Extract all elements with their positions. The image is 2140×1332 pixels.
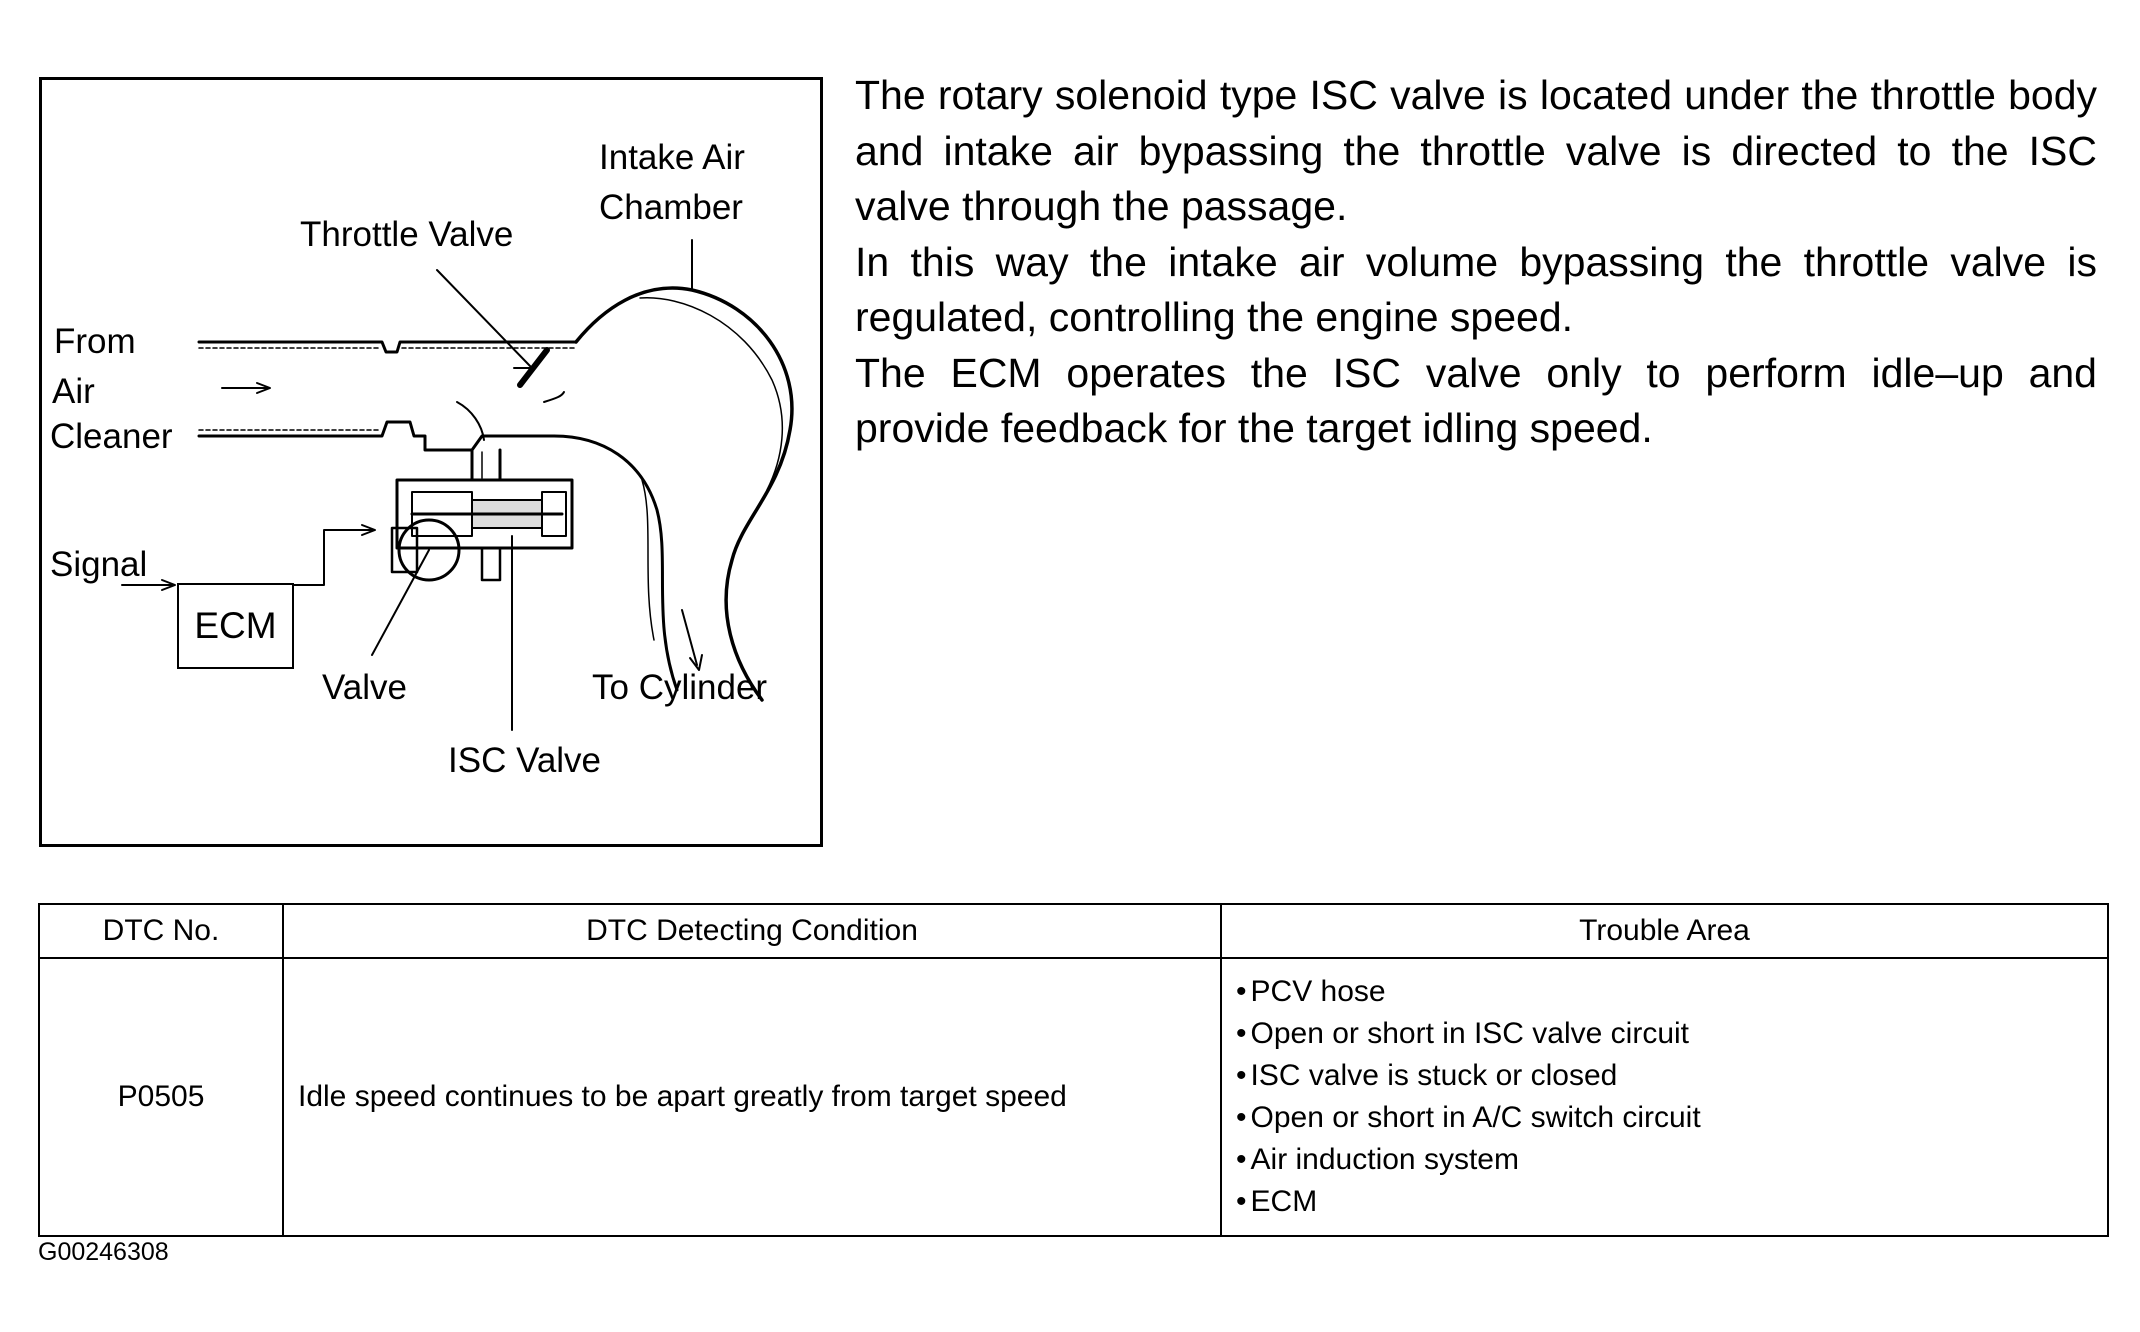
valve-leader bbox=[372, 550, 429, 655]
label-isc-valve: ISC Valve bbox=[448, 741, 602, 780]
list-item: • Open or short in A/C switch circuit bbox=[1236, 1097, 2093, 1139]
list-item: • PCV hose bbox=[1236, 971, 2093, 1013]
runner-to-cylinder bbox=[554, 436, 677, 690]
isc-system-diagram bbox=[39, 77, 823, 847]
list-item: • Air induction system bbox=[1236, 1139, 2093, 1181]
trouble-area-list bbox=[1236, 971, 2093, 1223]
trouble-area-cell bbox=[1221, 958, 2108, 1236]
dtc-table-header-row bbox=[39, 904, 2108, 958]
label-valve: Valve bbox=[322, 668, 407, 707]
header-dtc-no: DTC No. bbox=[39, 904, 283, 958]
description-text bbox=[855, 68, 2097, 457]
dtc-code: P0505 bbox=[39, 958, 283, 1236]
list-item: • ECM bbox=[1236, 1181, 2093, 1223]
label-throttle-valve: Throttle Valve bbox=[300, 215, 514, 254]
dtc-condition: Idle speed continues to be apart greatly from target speed bbox=[283, 958, 1221, 1236]
intake-pipe-lower-wall bbox=[199, 422, 554, 450]
label-to-cylinder: To Cylinder bbox=[592, 668, 768, 707]
list-item: • ISC valve is stuck or closed bbox=[1236, 1055, 2093, 1097]
ecm-box: ECM bbox=[177, 583, 294, 669]
throttle-leader bbox=[437, 270, 530, 366]
description-paragraph: The ECM operates the ISC valve only to perform idle–up and provide feedback for the target idling speed. bbox=[855, 349, 2097, 451]
label-intake-air-chamber-2: Chamber bbox=[599, 188, 743, 227]
description-paragraph: In this way the intake air volume bypassing the throttle valve is regulated, controlling the engine speed. bbox=[855, 238, 2097, 340]
figure-id: G00246308 bbox=[38, 1238, 169, 1266]
air-chamber-outline bbox=[576, 288, 792, 700]
header-condition: DTC Detecting Condition bbox=[283, 904, 1221, 958]
label-from: From bbox=[54, 322, 136, 361]
table-row bbox=[39, 958, 2108, 1236]
intake-pipe-upper-wall bbox=[199, 342, 576, 352]
label-air: Air bbox=[52, 372, 95, 411]
ecm-output-line bbox=[257, 530, 372, 585]
list-item: • Open or short in ISC valve circuit bbox=[1236, 1013, 2093, 1055]
description-paragraph: The rotary solenoid type ISC valve is located under the throttle body and intake air bypassing the throttle valve is directed to the ISC valve through the passage. bbox=[855, 72, 2097, 229]
label-intake-air-chamber-1: Intake Air bbox=[599, 138, 745, 177]
label-cleaner: Cleaner bbox=[50, 417, 173, 456]
label-signal: Signal bbox=[50, 545, 148, 584]
dtc-table bbox=[38, 903, 2109, 1237]
header-trouble-area: Trouble Area bbox=[1221, 904, 2108, 958]
